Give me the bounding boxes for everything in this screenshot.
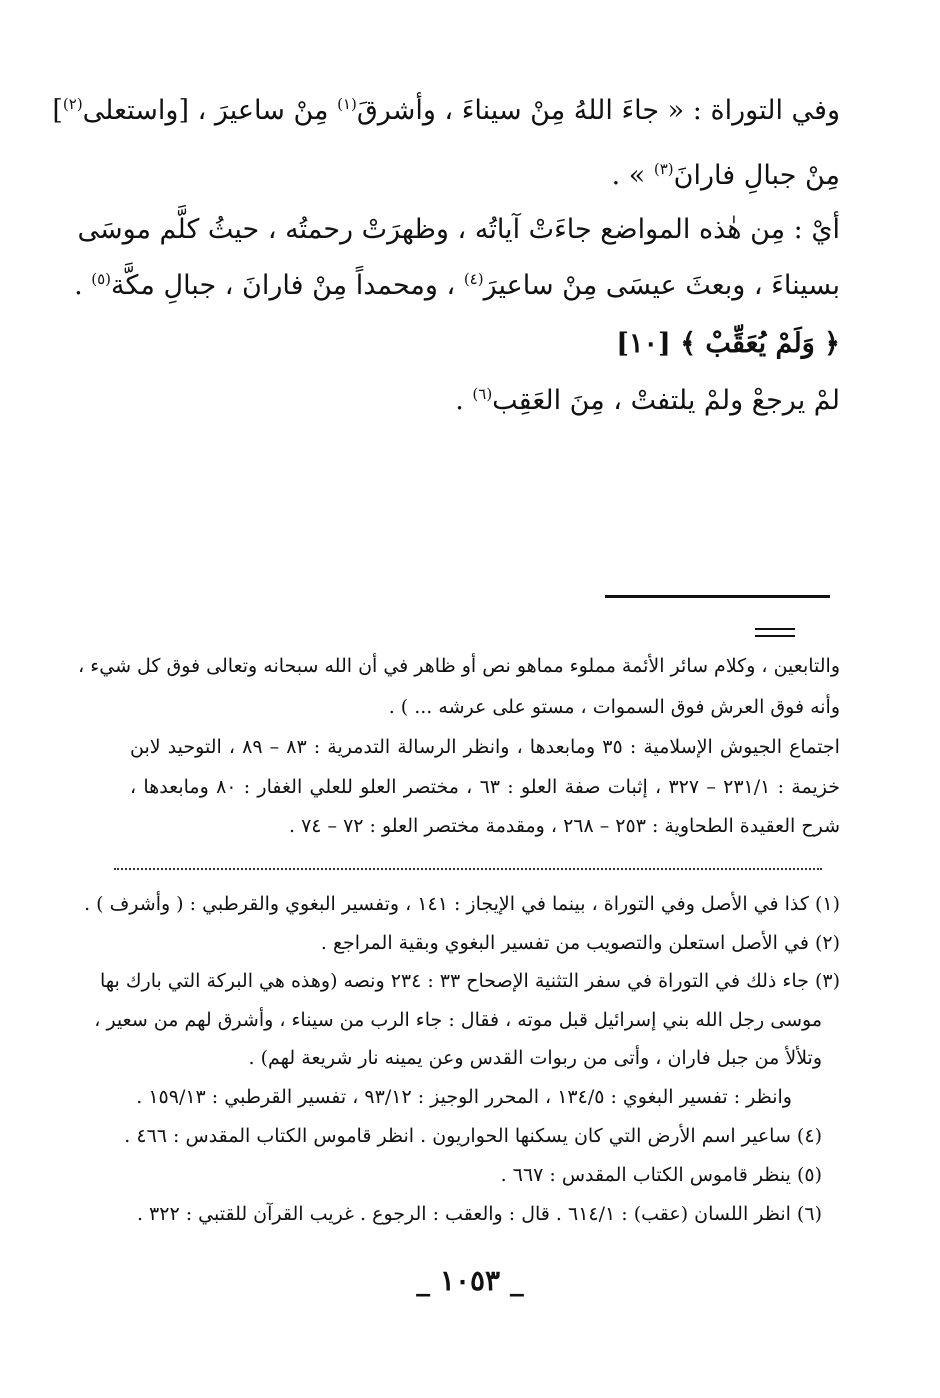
footnote-ref: (٥) xyxy=(91,270,112,288)
footnote-1: (١) كذا في الأصل وفي التوراة ، بينما في الإيجاز : ١٤١ ، وتفسير البغوي والقرطبي : ( وأشرف ) . xyxy=(84,893,840,915)
footnote-3-cont: موسى رجل الله بني إسرائيل قبل موته ، فقال : جاء الرب من سيناء ، وأشرق لهم من سعير ، xyxy=(94,1009,822,1031)
footnote-2: (٢) في الأصل استعلن والتصويب من تفسير البغوي وبقية المراجع . xyxy=(320,932,840,954)
footnote-3-cont: وتلألأ من جبل فاران ، وأتى من ربوات القدس وعن يمينه نار شريعة لهم) . xyxy=(248,1047,822,1069)
main-text-segment: لمْ يرجعْ ولمْ يلتفتْ ، مِنَ العَقِب xyxy=(492,385,840,416)
main-text-line-6 xyxy=(130,385,840,417)
footnote-continued-line: خزيمة : ٢٣١/١ – ٣٢٧ ، إثبات صفة العلو : ٦٣ ، مختصر العلو للعلي الغفار : ٨٠ ومابعدها ، xyxy=(130,776,840,798)
footnote-ref: (٦) xyxy=(472,385,493,403)
footnote-5: (٥) ينظر قاموس الكتاب المقدس : ٦٦٧ . xyxy=(500,1164,822,1186)
footnote-continued-line: شرح العقيدة الطحاوية : ٢٥٣ – ٢٦٨ ، ومقدمة مختصر العلو : ٧٢ – ٧٤ . xyxy=(288,815,840,837)
main-text-line-2 xyxy=(130,160,840,192)
footnote-ref: (٤) xyxy=(463,270,484,288)
main-text-segment: . xyxy=(455,385,473,416)
footnote-3: (٣) جاء ذلك في التوراة في سفر التثنية الإصحاح ٣٣ : ٢٣٤ ونصه (وهذه هي البركة التي بارك بها xyxy=(99,970,840,992)
main-text-segment: » . xyxy=(611,160,654,191)
footnote-separator xyxy=(605,595,830,598)
footnote-ref: (٣) xyxy=(653,160,674,178)
main-text-segment: مِنْ جبالِ فارانَ xyxy=(673,160,840,191)
main-text-segment: مِنْ ساعيرَ ، [واستعلى xyxy=(82,95,338,126)
double-rule xyxy=(755,628,795,637)
main-text-line-3: أيْ : مِن هٰذه المواضع جاءَتْ آياتُه ، وظهرَتْ رحمتُه ، حيثُ كلَّم موسَى xyxy=(77,214,840,245)
footnote-continued-line: اجتماع الجيوش الإسلامية : ٣٥ ومابعدها ، وانظر الرسالة التدمرية : ٨٣ – ٨٩ ، التوحيد لابن xyxy=(130,736,840,758)
main-text-line-1 xyxy=(52,95,840,127)
footnote-ref: (٢) xyxy=(62,95,83,113)
main-text-segment: ] xyxy=(52,95,63,126)
main-text-line-4 xyxy=(74,270,840,302)
main-text-segment: وفي التوراة : « جاءَ اللهُ مِنْ سيناءَ ، وأشرقَ xyxy=(356,95,840,126)
footnote-continued-line: والتابعين ، وكلام سائر الأئمة مملوء مماهو نص أو ظاهر في أن الله سبحانه وتعالى فوق كل شيء ، xyxy=(78,655,840,677)
page-number: _ ١٠٥٣ _ xyxy=(416,1264,524,1297)
main-text-segment: بسيناءَ ، وبعثَ عيسَى مِنْ ساعيرَ xyxy=(483,270,840,301)
footnote-3-refs: وانظر : تفسير البغوي : ١٣٤/٥ ، المحرر الوجيز : ٩٣/١٢ ، تفسير القرطبي : ١٥٩/١٣ . xyxy=(136,1086,792,1108)
dotted-separator xyxy=(114,868,822,870)
footnote-ref: (١) xyxy=(337,95,357,113)
main-text-segment: . xyxy=(74,270,92,301)
footnote-6: (٦) انظر اللسان (عقب) : ٦١٤/١ . قال : والعقب : الرجوع . غريب القرآن للقتبي : ٣٢٢ . xyxy=(136,1203,822,1225)
main-text-segment: ، ومحمداً مِنْ فارانَ ، جبالِ مكَّة xyxy=(111,270,464,301)
footnote-continued-line: وأنه فوق العرش فوق السموات ، مستو على عرشه ... ) . xyxy=(388,696,840,718)
quran-verse: ﴿ وَلَمْ يُعَقِّبْ ﴾ [١٠] xyxy=(616,328,840,359)
footnote-4: (٤) ساعير اسم الأرض التي كان يسكنها الحواريون . انظر قاموس الكتاب المقدس : ٤٦٦ . xyxy=(124,1125,822,1147)
